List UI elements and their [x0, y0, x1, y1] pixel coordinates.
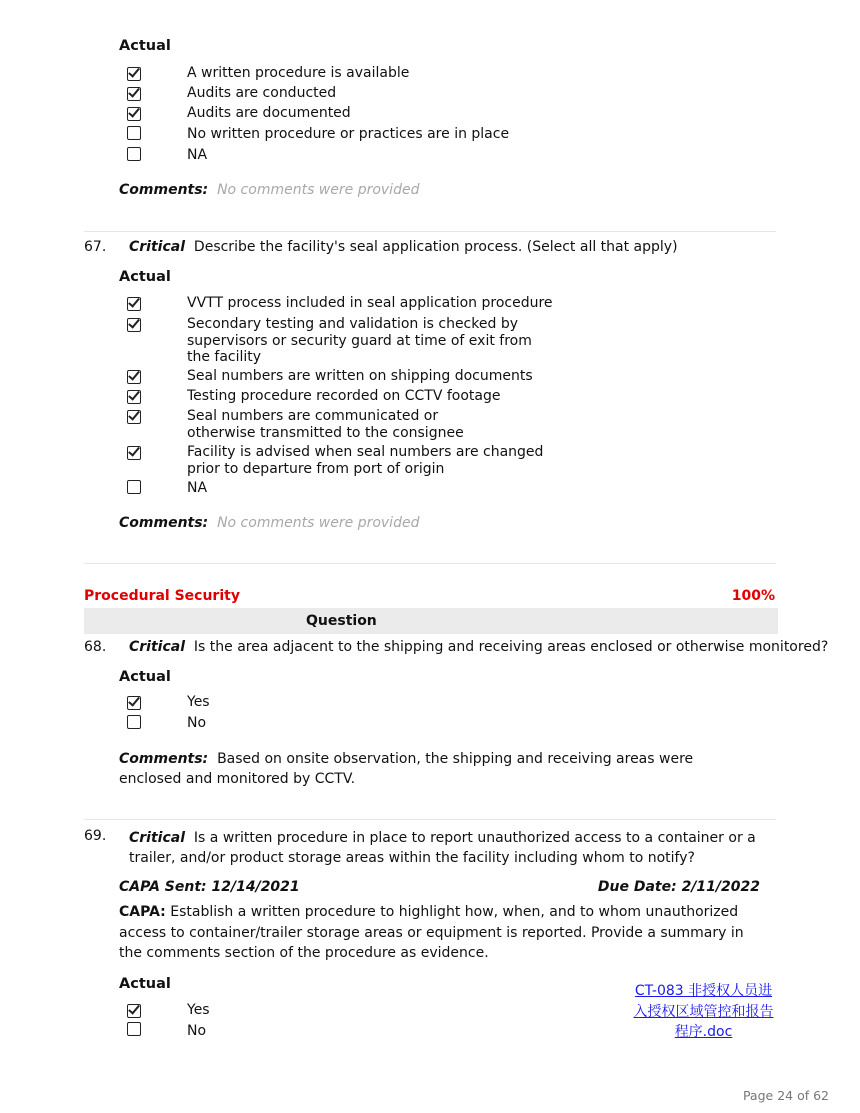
option-label: Audits are conducted — [187, 85, 337, 101]
section-title: Procedural Security — [84, 588, 240, 604]
checkbox-checked-icon — [127, 370, 141, 384]
page-number: Page 24 of 62 — [742, 1088, 829, 1103]
critical-badge: Critical — [129, 830, 186, 846]
option-label: NA — [187, 147, 208, 163]
checkbox-checked-icon — [127, 297, 141, 311]
checkbox-checked-icon — [127, 107, 141, 121]
actual-heading: Actual — [119, 976, 171, 992]
checkbox-checked-icon — [127, 446, 141, 460]
checkbox-unchecked-icon — [127, 147, 141, 161]
divider — [84, 819, 776, 820]
divider — [84, 563, 776, 564]
question-text-row — [129, 239, 678, 255]
checkbox-checked-icon — [127, 410, 141, 424]
comments-row — [119, 515, 419, 531]
option-label: No — [187, 1023, 207, 1039]
capa-label: CAPA: — [119, 904, 166, 920]
critical-badge: Critical — [129, 239, 186, 255]
critical-badge: Critical — [129, 639, 186, 655]
capa-block — [119, 902, 759, 964]
option-label: A written procedure is available — [187, 65, 410, 81]
question-header: Question — [306, 613, 377, 629]
option-label: Seal numbers are communicated or otherwise transmitted to the consignee — [187, 408, 464, 441]
capa-text: Establish a written procedure to highlight how, when, and to whom unauthorized access to container/trailer storage areas or equipment is reported. Provide a summary in the comments section of the procedure as evidence. — [119, 904, 744, 961]
option-label: No written procedure or practices are in place — [187, 126, 510, 142]
question-number: 67. — [84, 239, 107, 255]
option-label: Seal numbers are written on shipping documents — [187, 368, 533, 384]
option-label: Yes — [187, 694, 210, 710]
checkbox-unchecked-icon — [127, 126, 141, 140]
question-number: 69. — [84, 828, 107, 844]
checkbox-checked-icon — [127, 696, 141, 710]
checkbox-checked-icon — [127, 67, 141, 81]
comments-row — [119, 182, 419, 198]
comments-text: No comments were provided — [217, 515, 420, 531]
comments-label: Comments: — [119, 515, 209, 531]
actual-heading: Actual — [119, 269, 171, 285]
divider — [84, 231, 776, 232]
question-text: Is the area adjacent to the shipping and receiving areas enclosed or otherwise monitored? — [193, 639, 829, 655]
comments-label: Comments: — [119, 751, 209, 767]
checkbox-unchecked-icon — [127, 480, 141, 494]
checkbox-checked-icon — [127, 1004, 141, 1018]
checkbox-unchecked-icon — [127, 1022, 141, 1036]
actual-heading: Actual — [119, 38, 171, 54]
option-label: Yes — [187, 1002, 210, 1018]
checkbox-unchecked-icon — [127, 715, 141, 729]
question-text: Describe the facility's seal application process. (Select all that apply) — [193, 239, 678, 255]
comments-label: Comments: — [119, 182, 209, 198]
actual-heading: Actual — [119, 669, 171, 685]
attachment-link[interactable]: CT-083 非授权人员进入授权区域管控和报告程序.doc — [633, 983, 774, 1040]
checkbox-checked-icon — [127, 390, 141, 404]
question-text: Is a written procedure in place to report unauthorized access to a container or a trailer, and/or product storage areas within the facility including whom to notify? — [129, 830, 756, 866]
section-score: 100% — [731, 588, 775, 604]
question-number: 68. — [84, 639, 107, 655]
checkbox-checked-icon — [127, 318, 141, 332]
comments-row — [119, 749, 759, 789]
option-label: Secondary testing and validation is checked by supervisors or security guard at time of exit from the facility — [187, 316, 532, 365]
option-label: VVTT process included in seal application procedure — [187, 295, 553, 311]
question-header-bar — [84, 608, 778, 634]
question-text-row — [129, 639, 828, 655]
checkbox-checked-icon — [127, 87, 141, 101]
comments-text: No comments were provided — [217, 182, 420, 198]
option-label: Audits are documented — [187, 105, 351, 121]
capa-sent: CAPA Sent: 12/14/2021 — [119, 879, 300, 895]
option-label: Facility is advised when seal numbers are changed prior to departure from port of origin — [187, 444, 544, 477]
capa-due-date: Due Date: 2/11/2022 — [597, 879, 760, 895]
question-text-row — [129, 828, 764, 868]
comments-text: Based on onsite observation, the shipping and receiving areas were enclosed and monitored by CCTV. — [119, 751, 694, 787]
option-label: NA — [187, 480, 208, 496]
option-label: Testing procedure recorded on CCTV footage — [187, 388, 501, 404]
option-label: No — [187, 715, 207, 731]
